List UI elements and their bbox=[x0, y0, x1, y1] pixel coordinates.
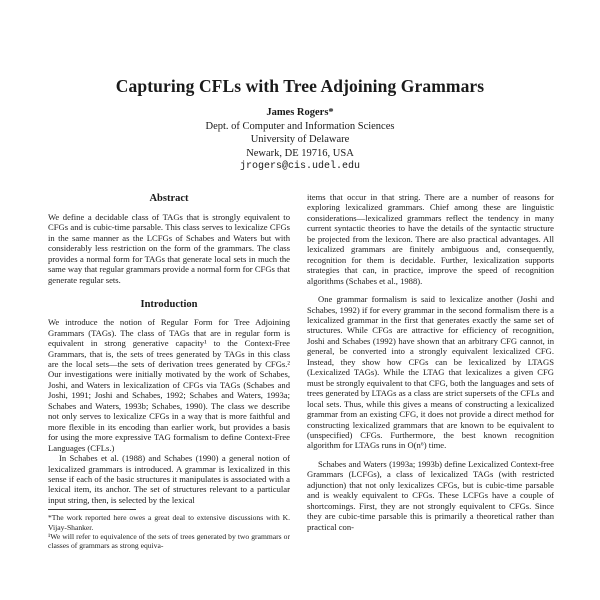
right-paragraph-2: One grammar formalism is said to lexicalize another (Joshi and Schabes, 1992) if for every grammar in the second formalism there is a lexicalized grammar in the first that generates exactly the same set of structures. While CFGs are attractive for efficiency of recognition, Joshi and Schabes (1992) have shown that an arbitrary CFG cannot, in general, be converted into a strongly equivalent lexicalized CFG. Instead, they show how CFGs can be lexicalized by LTAGS (Lexicalized TAGs). While the LTAG that lexicalizes a given CFG must be strongly equivalent to that CFG, both the languages and sets of trees generated by LTAGs as a class are strict supersets of the CFLs and local sets. Thus, while this gives a means of constructing a lexicalized grammar from an existing CFG, it does not provide a direct method for constructing lexicalized grammars that are known to be equivalent to (unspecified) CFGs. Furthermore, the best known recognition algorithm for LTAGs runs in O(n⁶) time. bbox=[307, 294, 554, 451]
footnote-rule bbox=[48, 509, 136, 510]
author-department: Dept. of Computer and Information Sciences bbox=[205, 120, 395, 132]
author-university: University of Delaware bbox=[250, 134, 350, 146]
paper-title: Capturing CFLs with Tree Adjoining Grammars bbox=[115, 76, 485, 96]
footnote-1: *The work reported here owes a great deal to extensive discussions with K. Vijay-Shanker. bbox=[48, 513, 290, 532]
right-paragraph-3: Schabes and Waters (1993a; 1993b) define Lexicalized Context-free Grammars (LCFGs), a class of lexicalized TAGs (with restricted adjunction) that not only lexicalizes CFGs, but is cubic-time parsable and is weakly equivalent to CFGs. These LCFGs have a couple of shortcomings. First, they are not strongly equivalent to CFGs. Since they are cubic-time parsable this is primarily a theoretical rather than practical con- bbox=[307, 458, 554, 532]
left-column bbox=[48, 192, 290, 550]
intro-paragraph-2: In Schabes et al. (1988) and Schabes (1990) a general notion of lexicalized grammars is introduced. A grammar is lexicalized in this sense if each of the basic structures it manipulates is associated with a lexical item, its anchor. The set of structures relevant to a particular input string, then, is selected by the lexical bbox=[48, 453, 290, 505]
abstract-heading: Abstract bbox=[149, 193, 189, 204]
author-city: Newark, DE 19716, USA bbox=[246, 147, 354, 159]
author-email: jrogers@cis.udel.edu bbox=[239, 161, 361, 173]
introduction-heading: Introduction bbox=[140, 299, 198, 311]
footnote-2: ¹We will refer to equivalence of the sets of trees generated by two grammars or classes of grammars as strong equiva- bbox=[48, 531, 290, 550]
author-block bbox=[0, 106, 600, 174]
right-paragraph-1: items that occur in that string. There are a number of reasons for exploring lexicalized grammars. Chief among these are linguistic considerations—lexicalized grammars reflect the tendency in many current syntactic theories to have the details of the syntactic structure be projected from the lexicon. There are also practical advantages. All lexicalized grammars are finitely ambiguous and, consequently, recognition for them is decidable. Further, lexicalization supports strategies that can, in practice, improve the speed of recognition algorithms (Schabes et al., 1988). bbox=[307, 192, 554, 286]
author-name: James Rogers* bbox=[266, 107, 334, 118]
abstract-text: We define a decidable class of TAGs that is strongly equivalent to CFGs and is cubic-time parsable. This class serves to lexicalize CFGs in the same manner as the LCFGs of Schabes and Waters but with considerably less restriction on the form of the grammars. The class provides a normal form for TAGs that generate local sets in much the same way that regular grammars provide a normal form for CFGs that generate regular sets. bbox=[48, 212, 290, 285]
right-column bbox=[307, 192, 554, 532]
intro-paragraph-1: We introduce the notion of Regular Form for Tree Adjoining Grammars (TAGs). The class of TAGs that are in regular form is equivalent in strong generative capacity¹ to the Context-Free Grammars, that is, the sets of trees generated by TAGs in this class are the local sets—the sets of derivation trees generated by CFGs.² Our investigations were initially motivated by the work of Schabes, Joshi, and Waters in lexicalization of CFGs via TAGs (Schabes and Joshi, 1991; Joshi and Schabes, 1992; Schabes and Waters, 1993a; Schabes and Waters, 1993b; Schabes, 1990). The class we describe not only serves to lexicalize CFGs in a way that is more faithful and more flexible in its encoding than earlier work, but provides a basis for using the more expressive TAG formalism to define Context-Free Languages (CFLs.) bbox=[48, 317, 290, 453]
